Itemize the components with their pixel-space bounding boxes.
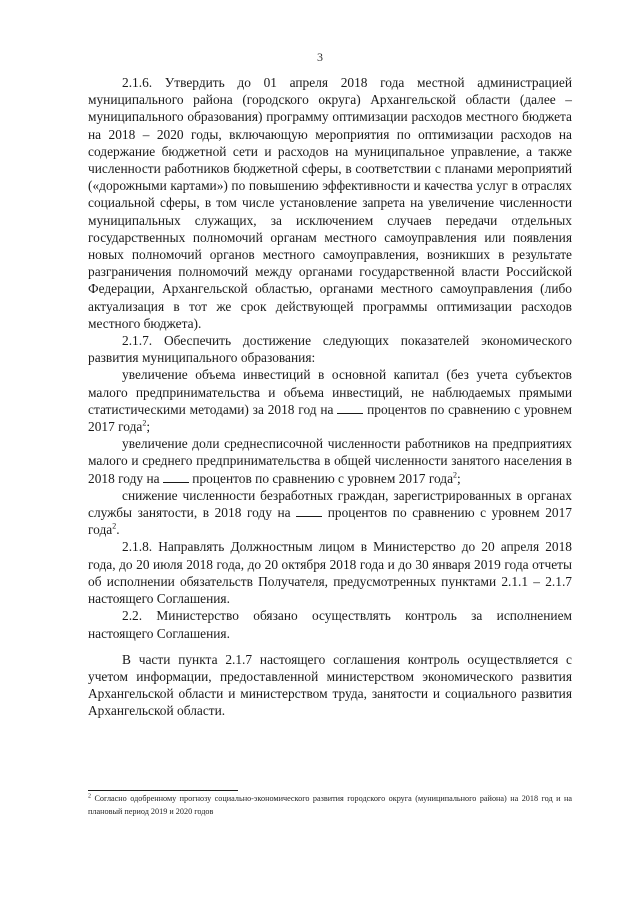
footnote-reference: 2 xyxy=(142,418,147,428)
paragraph-employment-share-text: увеличение доли среднесписочной численности работников на предприятиях малого и среднего предпринимательства в общей численности занятого населения в 2018 году на xyxy=(88,436,572,486)
footnote-mark: 2 xyxy=(88,793,91,800)
punctuation: ; xyxy=(457,470,461,486)
footnote-text: Согласно одобренному прогнозу социально-экономического развития городского округа (муниципального района) на 2018 год и на плановый период 2019 и 2020 годов xyxy=(88,794,572,816)
paragraph-employment-share-text-end: процентов по сравнению с уровнем 2017 года xyxy=(192,470,454,486)
paragraph-investments-text-end: процентов по сравнению с уровнем 2017 года xyxy=(88,401,572,435)
paragraph-2-2: 2.2. Министерство обязано осуществлять контроль за исполнением настоящего Соглашения. xyxy=(88,608,572,641)
fill-in-blank xyxy=(337,402,363,414)
paragraph-investments xyxy=(88,366,572,435)
fill-in-blank xyxy=(296,505,322,517)
paragraph-2-1-8: 2.1.8. Направлять Должностным лицом в Министерство до 20 апреля 2018 года, до 20 июля 2018 года, до 20 октября 2018 года и до 30 января 2019 года отчеты об исполнении обязательств Получателя, предусмотренных пунктами 2.1.1 – 2.1.7 настоящего Соглашения. xyxy=(88,539,572,607)
paragraph-investments-text: увеличение объема инвестиций в основной капитал (без учета субъектов малого предпринимательства и объема инвестиций, не наблюдаемых прямыми статистическими методами) за 2018 год на xyxy=(88,367,572,417)
footnote-reference: 2 xyxy=(453,470,458,480)
paragraph-unemployment-text-end: процентов по сравнению с уровнем 2017 года xyxy=(88,505,572,538)
footnote xyxy=(88,793,572,818)
paragraph-unemployment xyxy=(88,487,572,539)
paragraph-2-1-6: 2.1.6. Утвердить до 01 апреля 2018 года местной администрацией муниципального района (городского округа) Архангельской области (далее – муниципального образования) программу оптимизации расходов местного бюджета на 2018 – 2020 годы, включающую мероприятия по оптимизации расходов на содержание бюджетной сети и расходов на муниципальное управление, а также численности работников бюджетной сферы, в соответствии с планами мероприятий («дорожными картами») по повышению эффективности и качества услуг в отраслях социальной сферы, в том числе установление запрета на увеличение численности муниципальных служащих, за исключением случаев передачи отдельных государственных полномочий органам местного самоуправления или появления новых полномочий органов местного самоуправления, возникших в результате разграничения полномочий между органами государственной власти Российской Федерации, Архангельской областью, органами местного самоуправления (либо актуализация в тот же срок действующей программы оптимизации расходов местного бюджета). xyxy=(88,75,572,331)
document-body xyxy=(88,74,572,720)
paragraph-2-1-7: 2.1.7. Обеспечить достижение следующих показателей экономического развития муниципального образования: xyxy=(88,333,572,366)
punctuation: . xyxy=(116,522,120,538)
footnote-reference: 2 xyxy=(112,521,117,531)
footnote-divider xyxy=(88,790,238,791)
page-number: 3 xyxy=(317,50,323,64)
paragraph-unemployment-text: снижение численности безработных граждан, зарегистрированных в органах службы занятости, в 2018 году на xyxy=(88,487,572,521)
paragraph-control: В части пункта 2.1.7 настоящего соглашения контроль осуществляется с учетом информации, предоставленной министерством экономического развития Архангельской области и министерством труда, занятости и социального развития Архангельской области. xyxy=(88,651,572,719)
fill-in-blank xyxy=(163,471,189,483)
punctuation: ; xyxy=(146,419,151,435)
paragraph-employment-share xyxy=(88,435,572,487)
